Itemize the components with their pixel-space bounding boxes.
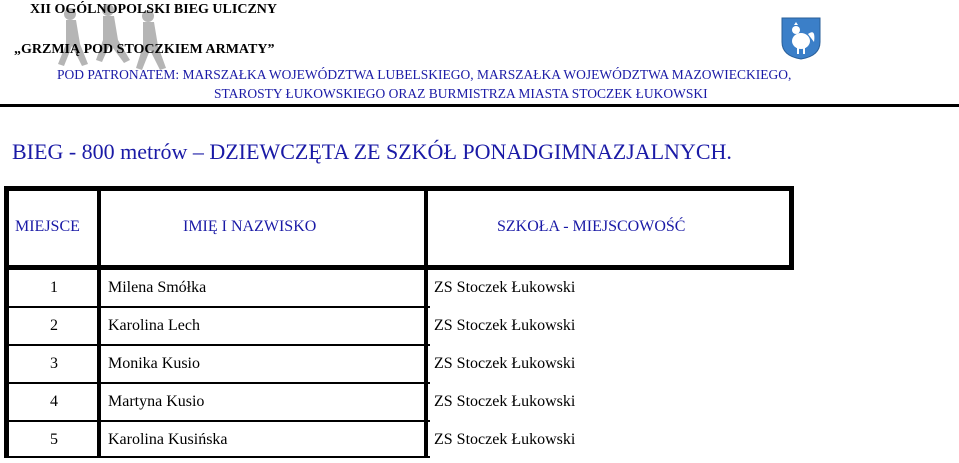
event-title: XII OGÓLNOPOLSKI BIEG ULICZNY xyxy=(30,2,277,17)
row-place: 5 xyxy=(50,431,58,448)
row-place: 2 xyxy=(50,317,58,334)
column-header-school: SZKOŁA - MIEJSCOWOŚĆ xyxy=(497,218,686,235)
row-place: 4 xyxy=(50,393,58,410)
table-border-left xyxy=(4,186,9,456)
row-name: Monika Kusio xyxy=(108,355,200,372)
table-row-divider xyxy=(4,306,430,308)
header-divider xyxy=(0,104,959,107)
row-school: ZS Stoczek Łukowski xyxy=(434,279,576,296)
row-name: Karolina Kusińska xyxy=(108,431,228,448)
row-school: ZS Stoczek Łukowski xyxy=(434,355,576,372)
table-border-right xyxy=(789,186,794,270)
row-place: 3 xyxy=(50,355,58,372)
row-school: ZS Stoczek Łukowski xyxy=(434,317,576,334)
table-header-divider xyxy=(4,265,794,270)
race-title: BIEG - 800 metrów – DZIEWCZĘTA ZE SZKÓŁ PONADGIMNAZJALNYCH. xyxy=(12,139,732,164)
table-row-divider xyxy=(4,420,430,422)
row-school: ZS Stoczek Łukowski xyxy=(434,431,576,448)
row-name: Milena Smółka xyxy=(108,279,207,296)
table-border-top xyxy=(4,186,794,191)
table-column-divider-2 xyxy=(424,186,428,456)
table-row-divider xyxy=(4,382,430,384)
table-row-divider xyxy=(4,344,430,346)
event-subtitle: „GRZMIĄ POD STOCZKIEM ARMATY” xyxy=(14,42,275,57)
patronage-line-2: STAROSTY ŁUKOWSKIEGO ORAZ BURMISTRZA MIASTA STOCZEK ŁUKOWSKI xyxy=(214,86,708,101)
column-header-place: MIEJSCE xyxy=(15,218,80,235)
column-header-name: IMIĘ I NAZWISKO xyxy=(183,218,317,235)
patronage-line-1: POD PATRONATEM: MARSZAŁKA WOJEWÓDZTWA LUBELSKIEGO, MARSZAŁKA WOJEWÓDZTWA MAZOWIECKIEGO, xyxy=(57,67,792,82)
table-border-bottom xyxy=(4,456,430,458)
table-column-divider-1 xyxy=(97,186,101,456)
row-name: Martyna Kusio xyxy=(108,393,205,410)
row-place: 1 xyxy=(50,279,58,296)
row-school: ZS Stoczek Łukowski xyxy=(434,393,576,410)
town-crest-logo xyxy=(780,16,822,60)
row-name: Karolina Lech xyxy=(108,317,200,334)
